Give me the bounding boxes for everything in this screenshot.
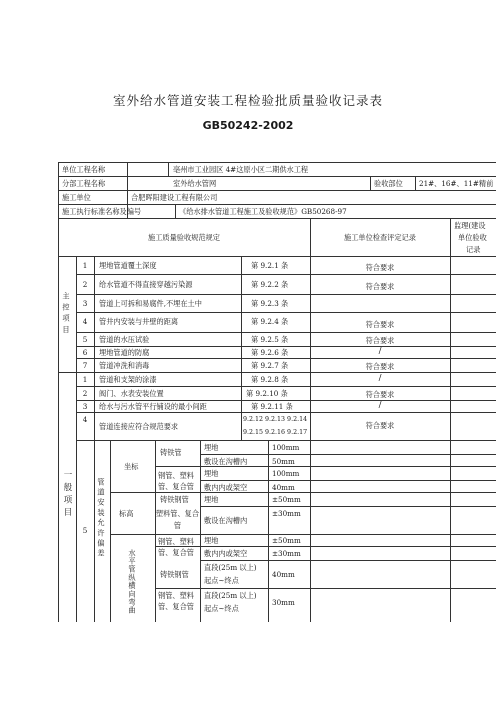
coord-in-trench-1: 敷设在沟槽内 — [204, 457, 248, 466]
subproject-label: 分部工程名称 — [62, 179, 106, 188]
coord-indoor: 敷内内或架空 — [204, 483, 248, 492]
main-items-label: 主控项目 — [62, 292, 71, 337]
standard-label: 施工执行标准名称及编号 — [62, 207, 142, 216]
inspection-part-label: 验收部位 — [374, 179, 403, 188]
bend-start-end-2: 起点~终点 — [204, 604, 239, 613]
elev-buried: 埋地 — [204, 495, 219, 504]
coord-label: 坐标 — [124, 462, 139, 471]
elev-buried-2: 埋地 — [204, 536, 219, 545]
horizontal-vertical-bend-label: 水平管纵横向弯曲 — [128, 549, 137, 615]
coord-value-3: 100mm — [272, 469, 300, 478]
elev-cast-iron-steel: 铸铁钢管 — [160, 495, 189, 504]
supervisor-header-line3: 记录 — [466, 245, 481, 254]
deviation-row-number: 5 — [82, 526, 88, 535]
unit-project-label: 单位工程名称 — [62, 165, 106, 174]
elev-value-4: ±30mm — [272, 549, 301, 558]
bend-start-end-1: 起点~终点 — [204, 576, 239, 585]
bend-steel-plastic: 钢管、塑料管、复合管 — [158, 591, 194, 611]
supervisor-header-line2: 单位验收 — [458, 233, 487, 242]
elev-plastic-composite: 塑料管、复合管 — [155, 509, 200, 530]
general-items-label: 一般项目 — [62, 470, 72, 520]
spec-column-header: 施工质量验收规范规定 — [148, 233, 220, 242]
coord-cast-iron: 铸铁管 — [160, 448, 182, 457]
elev-value-1: ±50mm — [272, 495, 301, 504]
bend-cast-iron-steel: 铸铁钢管 — [160, 570, 189, 579]
coord-steel-plastic: 钢管、塑料管、复合管 — [158, 471, 194, 491]
bend-straight-2: 直段(25m 以上) — [204, 591, 257, 600]
contractor-column-header: 施工单位检查评定记录 — [344, 233, 416, 242]
elev-in-trench: 敷设在沟槽内 — [204, 516, 248, 525]
unit-project-value: 亳州市工业园区 4#这原小区二期供水工程 — [173, 165, 309, 174]
subproject-value: 室外给水管网 — [173, 179, 217, 188]
standard-code: GB50242-2002 — [202, 119, 294, 132]
elev-steel-plastic-2: 钢管、塑料管、复合管 — [158, 537, 194, 557]
coord-value-1: 100mm — [272, 443, 300, 452]
bend-straight-1: 直段(25m 以上) — [204, 563, 257, 572]
standard-value: 《给水排水管道工程施工及验收规范》GB50268-97 — [179, 207, 347, 216]
deviation-group-label: 管道安装允许偏差 — [97, 478, 106, 560]
coord-buried-1: 埋地 — [204, 443, 219, 452]
elev-indoor-2: 敷内内或架空 — [204, 549, 248, 558]
bend-value-2: 30mm — [272, 598, 295, 607]
coord-value-4: 40mm — [272, 483, 295, 492]
contractor-value: 合肥晖阳建设工程有限公司 — [131, 193, 218, 202]
coord-value-2: 50mm — [272, 457, 295, 466]
bend-value-1: 40mm — [272, 570, 295, 579]
elev-value-2: ±30mm — [272, 509, 301, 518]
inspection-part-value: 21#、16#、11#精前 — [419, 179, 494, 188]
contractor-label: 施工单位 — [62, 193, 91, 202]
elevation-label: 标高 — [119, 509, 134, 518]
coord-buried-2: 埋地 — [204, 469, 219, 478]
supervisor-header-line1: 监理(建设 — [454, 221, 486, 230]
elev-value-3: ±50mm — [272, 536, 301, 545]
document-title: 室外给水管道安装工程检验批质量验收记录表 — [112, 93, 383, 108]
